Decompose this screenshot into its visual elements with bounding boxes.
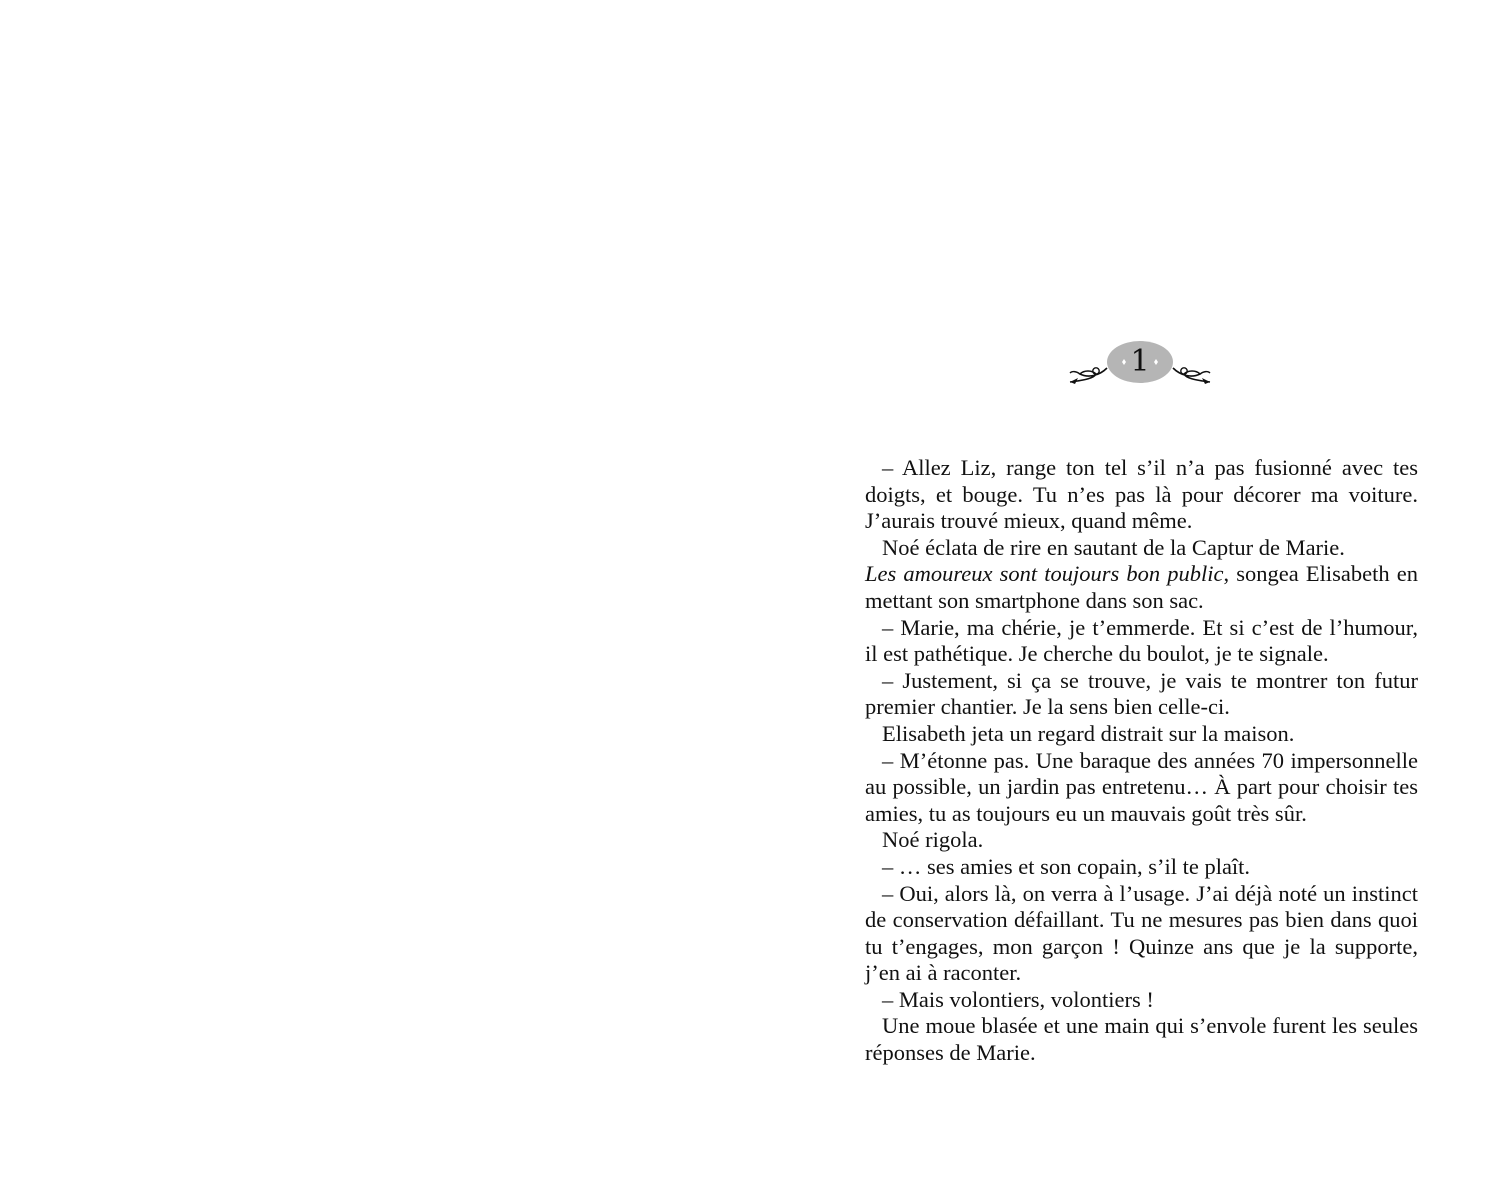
italic-thought-rest: , songea Elisabeth en mettant son smartphone dans son sac.	[865, 561, 1418, 613]
paragraph: – … ses amies et son copain, s’il te plaît.	[882, 853, 1251, 879]
italic-thought: Les amoureux sont toujours bon public	[865, 561, 1224, 587]
left-page-blank	[0, 0, 753, 1200]
chapter-ornament	[1066, 338, 1214, 390]
chapter-text	[865, 455, 1418, 1067]
paragraph: – Allez Liz, range ton tel s’il n’a pas fusionné avec tes doigts, et bouge. Tu n’es pas là pour décorer ma voiture. J’aurais trouvé mieux, quand même.	[865, 455, 1418, 534]
paragraph: – Justement, si ça se trouve, je vais te montrer ton futur premier chantier. Je la sens bien celle-ci.	[865, 667, 1418, 720]
paragraph: – Oui, alors là, on verra à l’usage. J’ai déjà noté un instinct de conservation défaillant. Tu ne mesures pas bien dans quoi tu t’engages, mon garçon ! Quinze ans que je la supporte, j’en ai à raconter.	[865, 880, 1418, 986]
paragraph: Une moue blasée et une main qui s’envole furent les seules réponses de Marie.	[865, 1013, 1418, 1066]
paragraph-italic-thought	[865, 561, 1418, 614]
paragraph: – M’étonne pas. Une baraque des années 70 impersonnelle au possible, un jardin pas entretenu… À part pour choisir tes amies, tu as toujours eu un mauvais goût très sûr.	[865, 747, 1418, 826]
paragraph: Noé éclata de rire en sautant de la Captur de Marie.	[882, 534, 1345, 560]
paragraph: Noé rigola.	[882, 827, 984, 853]
paragraph: – Mais volontiers, volontiers !	[882, 986, 1154, 1012]
paragraph: – Marie, ma chérie, je t’emmerde. Et si c’est de l’humour, il est pathétique. Je cherche du boulot, je te signale.	[865, 614, 1418, 667]
chapter-number: 1	[1130, 344, 1150, 379]
paragraph: Elisabeth jeta un regard distrait sur la maison.	[882, 720, 1295, 746]
